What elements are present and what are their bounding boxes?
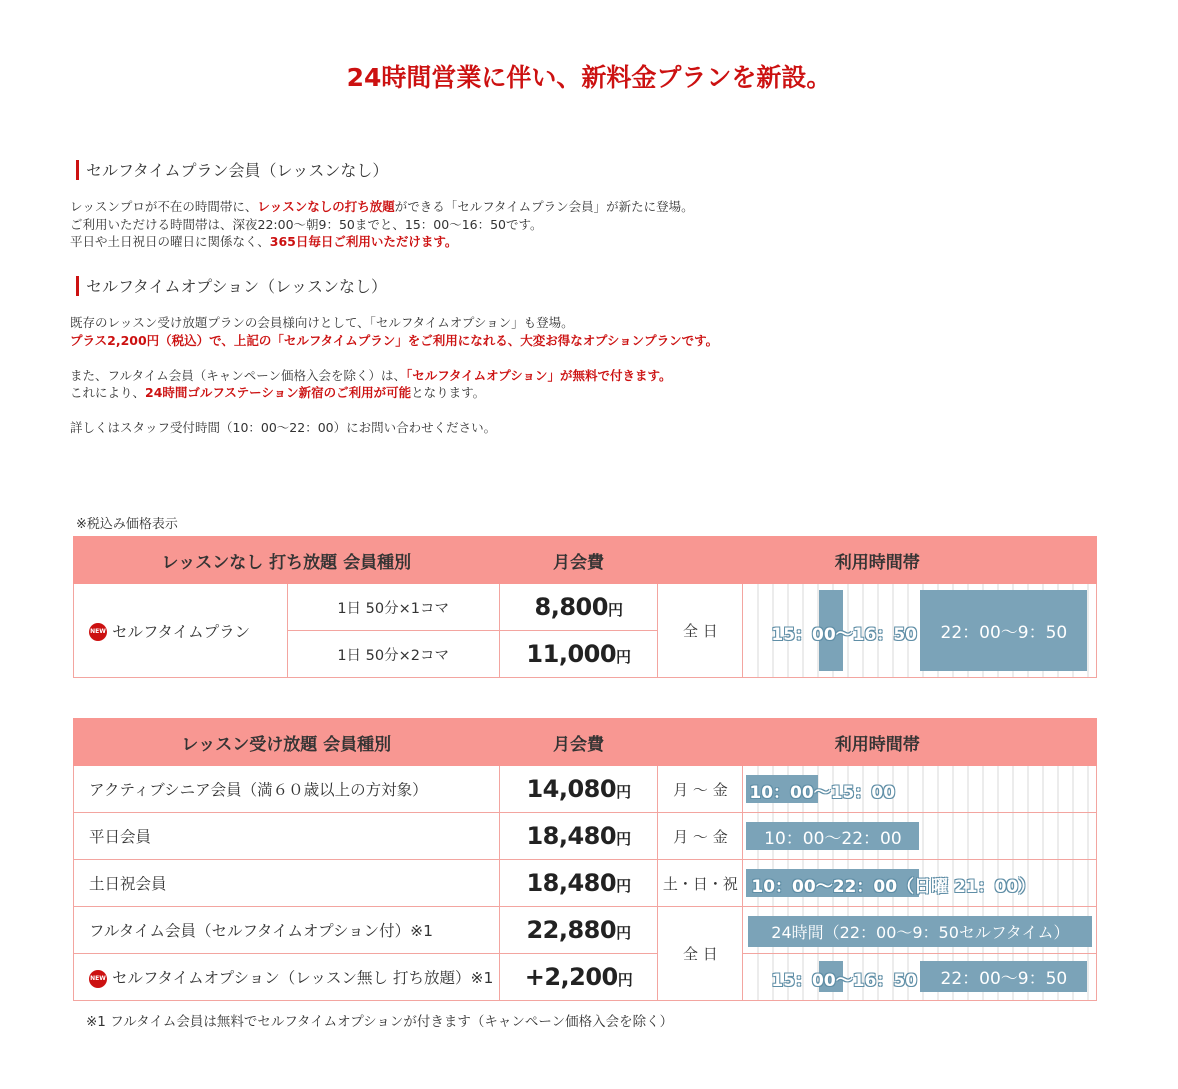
text: ができる「セルフタイムプラン会員」が新たに登場。 — [394, 199, 694, 214]
price-value: 8,800 — [534, 593, 608, 621]
price-value: 14,080 — [526, 775, 617, 803]
highlight-text: 365日毎日ご利用いただけます。 — [269, 234, 458, 249]
text: ご利用いただける時間帯は、深夜22:00〜朝9：50までと、15：00〜16：50です。 — [70, 216, 543, 232]
plan-name: セルフタイムプラン — [112, 622, 251, 641]
time-band-cell — [743, 907, 1097, 954]
price-cell — [499, 907, 658, 954]
price-value: +2,200 — [524, 963, 618, 991]
time-band-cell — [743, 584, 1097, 678]
plan-name: フルタイム会員（セルフタイムオプション付）※1 — [74, 907, 500, 954]
days-cell: 月 〜 金 — [658, 813, 743, 860]
time-band-cell — [743, 860, 1097, 907]
yen-unit: 円 — [616, 877, 631, 895]
plan-name: 平日会員 — [74, 813, 500, 860]
plan-name: セルフタイムオプション（レッスン無し 打ち放題）※1 — [112, 969, 494, 987]
section2-description — [70, 314, 718, 437]
days-cell: 土・日・祝 — [658, 860, 743, 907]
text: となります。 — [411, 385, 486, 400]
time-band-bar: 24時間（22：00〜9：50セルフタイム） — [748, 916, 1092, 947]
text: レッスンプロが不在の時間帯に、 — [70, 199, 258, 214]
price-value: 22,880 — [526, 916, 617, 944]
section-heading-text: セルフタイムオプション（レッスンなし） — [86, 277, 387, 296]
new-badge-icon: NEW — [89, 623, 107, 641]
section-heading-self-time-plan — [76, 158, 388, 181]
table-row — [74, 860, 1097, 907]
yen-unit: 円 — [616, 648, 631, 666]
table-row — [74, 907, 1097, 954]
heading-accent-bar — [76, 160, 79, 180]
column-header-hours: 利用時間帯 — [658, 537, 1097, 584]
highlight-text: 「セルフタイムオプション」が無料で付きます。 — [406, 367, 672, 383]
yen-unit: 円 — [617, 971, 633, 989]
time-band-cell — [743, 813, 1097, 860]
plan-name-cell — [74, 584, 288, 678]
yen-unit: 円 — [616, 924, 631, 942]
table-row — [74, 766, 1097, 813]
column-header-membership: レッスンなし 打ち放題 会員種別 — [74, 537, 500, 584]
price-cell — [499, 954, 658, 1001]
time-band-bar: 10：00〜22：00 — [746, 822, 919, 850]
yen-unit: 円 — [616, 830, 631, 848]
price-value: 18,480 — [526, 869, 617, 897]
no-lesson-plan-table — [73, 536, 1097, 678]
price-value: 11,000 — [526, 640, 617, 668]
page-title: 24時間営業に伴い、新料金プランを新設。 — [346, 63, 832, 92]
highlight-text: レッスンなしの打ち放題 — [257, 199, 395, 214]
time-band-cell — [743, 954, 1097, 1001]
highlight-text: プラス2,200円（税込）で、上記の「セルフタイムプラン」をご利用になれる、大変お得なオプションプランです。 — [70, 332, 719, 348]
footnote: ※1 フルタイム会員は無料でセルフタイムオプションが付きます（キャンペーン価格入会を除く） — [86, 1014, 674, 1030]
heading-accent-bar — [76, 276, 79, 296]
table-row — [74, 954, 1097, 1001]
days-cell: 全 日 — [658, 907, 743, 1001]
section-heading-self-time-option — [76, 274, 387, 297]
section-heading-text: セルフタイムプラン会員（レッスンなし） — [86, 161, 389, 180]
yen-unit: 円 — [607, 601, 623, 619]
price-value: 18,480 — [526, 822, 617, 850]
new-badge-icon: NEW — [89, 970, 107, 988]
text: 詳しくはスタッフ受付時間（10：00〜22：00）にお問い合わせください。 — [70, 420, 497, 435]
price-cell — [499, 766, 658, 813]
time-band-label: 15：00〜16：50 — [771, 625, 917, 645]
time-band-bar: 22：00〜9：50 — [920, 961, 1087, 992]
lesson-plan-table — [73, 718, 1097, 1001]
highlight-text: 24時間ゴルフステーション新宿のご利用が可能 — [145, 385, 412, 400]
column-header-membership: レッスン受け放題 会員種別 — [74, 719, 500, 766]
sub-plan-2: 1日 50分×2コマ — [287, 631, 499, 678]
text: 既存のレッスン受け放題プランの会員様向けとして、「セルフタイムオプション」も登場。 — [70, 315, 574, 330]
time-band-cell — [743, 766, 1097, 813]
price-cell — [499, 813, 658, 860]
time-band-label: 10：00〜22：00（日曜 21：00） — [751, 877, 1036, 897]
column-header-hours: 利用時間帯 — [658, 719, 1097, 766]
time-band-label: 10：00〜15：00 — [749, 783, 896, 803]
price-cell — [499, 584, 658, 631]
days-cell: 月 〜 金 — [658, 766, 743, 813]
text: また、フルタイム会員（キャンペーン価格入会を除く）は、 — [70, 367, 407, 383]
time-band-label: 15：00〜16：50 — [771, 971, 918, 991]
column-header-monthly-fee: 月会費 — [499, 719, 658, 766]
days-cell: 全 日 — [658, 584, 743, 678]
text: 平日や土日祝日の曜日に関係なく、 — [70, 234, 270, 249]
section1-description — [70, 198, 694, 251]
column-header-monthly-fee: 月会費 — [499, 537, 658, 584]
time-band-bar: 22：00〜9：50 — [920, 590, 1087, 671]
table-row — [74, 813, 1097, 860]
plan-name: アクティブシニア会員（満６０歳以上の方対象） — [74, 766, 500, 813]
plan-name-cell — [74, 954, 500, 1001]
tax-note: ※税込み価格表示 — [76, 517, 178, 532]
plan-name: 土日祝会員 — [74, 860, 500, 907]
price-cell — [499, 631, 658, 678]
price-cell — [499, 860, 658, 907]
sub-plan-1: 1日 50分×1コマ — [287, 584, 499, 631]
text: これにより、 — [70, 385, 146, 400]
yen-unit: 円 — [616, 783, 631, 801]
